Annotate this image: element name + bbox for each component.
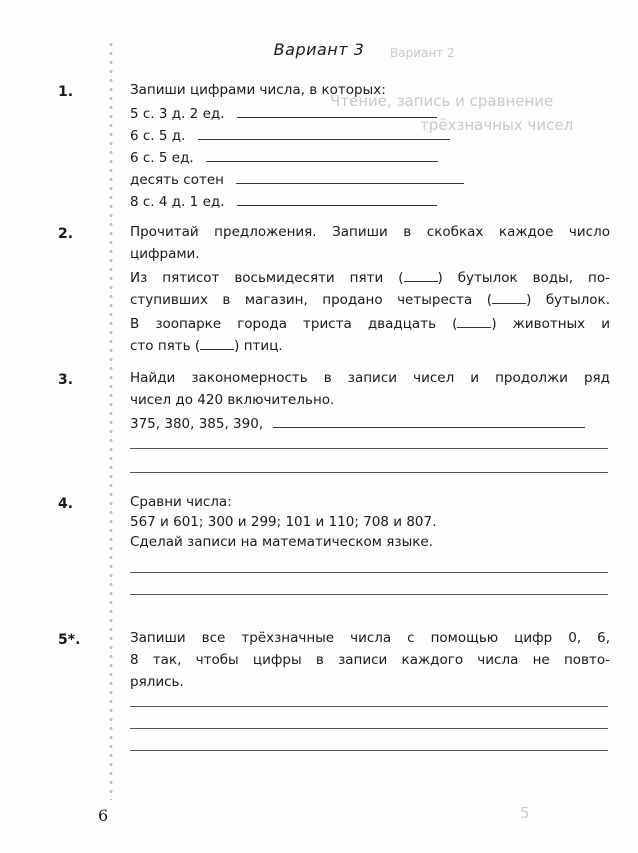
task-4-prompt: Сравни числа: bbox=[130, 494, 232, 510]
task-5-prompt-line: рялись. bbox=[130, 674, 184, 690]
task-3-sequence-row bbox=[130, 414, 585, 435]
task-3-number: 3. bbox=[58, 372, 74, 388]
answer-line[interactable] bbox=[130, 706, 608, 707]
task-2-prompt-line: цифрами. bbox=[130, 246, 200, 262]
task-1-item-label: 5 с. 3 д. 2 ед. bbox=[130, 106, 225, 122]
task-2-sentence-1-cont bbox=[130, 290, 610, 311]
sentence-text: ) птиц. bbox=[234, 338, 283, 354]
task-1-prompt: Запиши цифрами числа, в которых: bbox=[130, 82, 386, 98]
show-through-text: Вариант 2 bbox=[390, 46, 455, 60]
sentence-text: Из пятисот восьмидесяти пяти ( bbox=[130, 270, 404, 286]
task-2-sentence-2 bbox=[130, 314, 610, 335]
task-5-prompt-line: 8 так, чтобы цифры в записи каждого числа не повто- bbox=[130, 652, 610, 668]
task-2-sentence-2-cont bbox=[130, 336, 283, 357]
number-blank[interactable] bbox=[404, 269, 438, 282]
answer-line[interactable] bbox=[130, 448, 608, 449]
answer-line[interactable] bbox=[198, 127, 450, 140]
task-2-prompt-line: Прочитай предложения. Запиши в скобках каждое число bbox=[130, 224, 610, 240]
task-1-item-label: 6 с. 5 ед. bbox=[130, 150, 194, 166]
answer-line[interactable] bbox=[130, 594, 608, 595]
task-1-item bbox=[130, 192, 437, 213]
page-number: 6 bbox=[98, 806, 109, 825]
sentence-text: ) животных и bbox=[491, 316, 610, 332]
task-1-item bbox=[130, 148, 438, 169]
margin-dotted-line bbox=[109, 40, 113, 800]
task-3-prompt-line: Найди закономерность в записи чисел и продолжи ряд bbox=[130, 370, 610, 386]
answer-line[interactable] bbox=[130, 472, 608, 473]
sentence-text: В зоопарке города триста двадцать ( bbox=[130, 316, 458, 332]
show-through-text: Чтение, запись и сравнение bbox=[330, 92, 554, 110]
show-through-text: 5 bbox=[520, 804, 530, 822]
answer-line[interactable] bbox=[273, 415, 585, 428]
task-2-number: 2. bbox=[58, 226, 74, 242]
task-1-item bbox=[130, 126, 450, 147]
answer-line[interactable] bbox=[237, 105, 437, 118]
number-blank[interactable] bbox=[492, 291, 526, 304]
answer-line[interactable] bbox=[236, 171, 464, 184]
number-blank[interactable] bbox=[200, 337, 234, 350]
task-5-prompt-line: Запиши все трёхзначные числа с помощью цифр 0, 6, bbox=[130, 630, 610, 646]
task-1-item-label: 8 с. 4 д. 1 ед. bbox=[130, 194, 225, 210]
task-1-item bbox=[130, 104, 437, 125]
task-2-sentence-1 bbox=[130, 268, 610, 289]
task-4-pairs: 567 и 601; 300 и 299; 101 и 110; 708 и 807. bbox=[130, 514, 437, 530]
number-sequence: 375, 380, 385, 390, bbox=[130, 416, 264, 432]
sentence-text: ) бутылок. bbox=[526, 292, 611, 308]
task-1-item bbox=[130, 170, 464, 191]
answer-line[interactable] bbox=[206, 149, 438, 162]
show-through-text: трёхзначных чисел bbox=[420, 116, 574, 134]
task-1-number: 1. bbox=[58, 84, 74, 100]
task-4-number: 4. bbox=[58, 496, 74, 512]
sentence-text: ступивших в магазин, продано четыреста ( bbox=[130, 292, 493, 308]
task-1-item-label: 6 с. 5 д. bbox=[130, 128, 186, 144]
sentence-text: ) бутылок воды, по- bbox=[437, 270, 610, 286]
sentence-text: сто пять ( bbox=[130, 338, 201, 354]
number-blank[interactable] bbox=[457, 315, 491, 328]
task-1-item-label: десять сотен bbox=[130, 172, 224, 188]
answer-line[interactable] bbox=[130, 750, 608, 751]
page-title: Вариант 3 bbox=[273, 40, 365, 59]
task-4-instruction: Сделай записи на математическом языке. bbox=[130, 534, 433, 550]
answer-line[interactable] bbox=[130, 572, 608, 573]
answer-line[interactable] bbox=[130, 728, 608, 729]
answer-line[interactable] bbox=[237, 193, 437, 206]
task-3-prompt-line: чисел до 420 включительно. bbox=[130, 392, 335, 408]
task-5-number: 5*. bbox=[58, 632, 81, 648]
